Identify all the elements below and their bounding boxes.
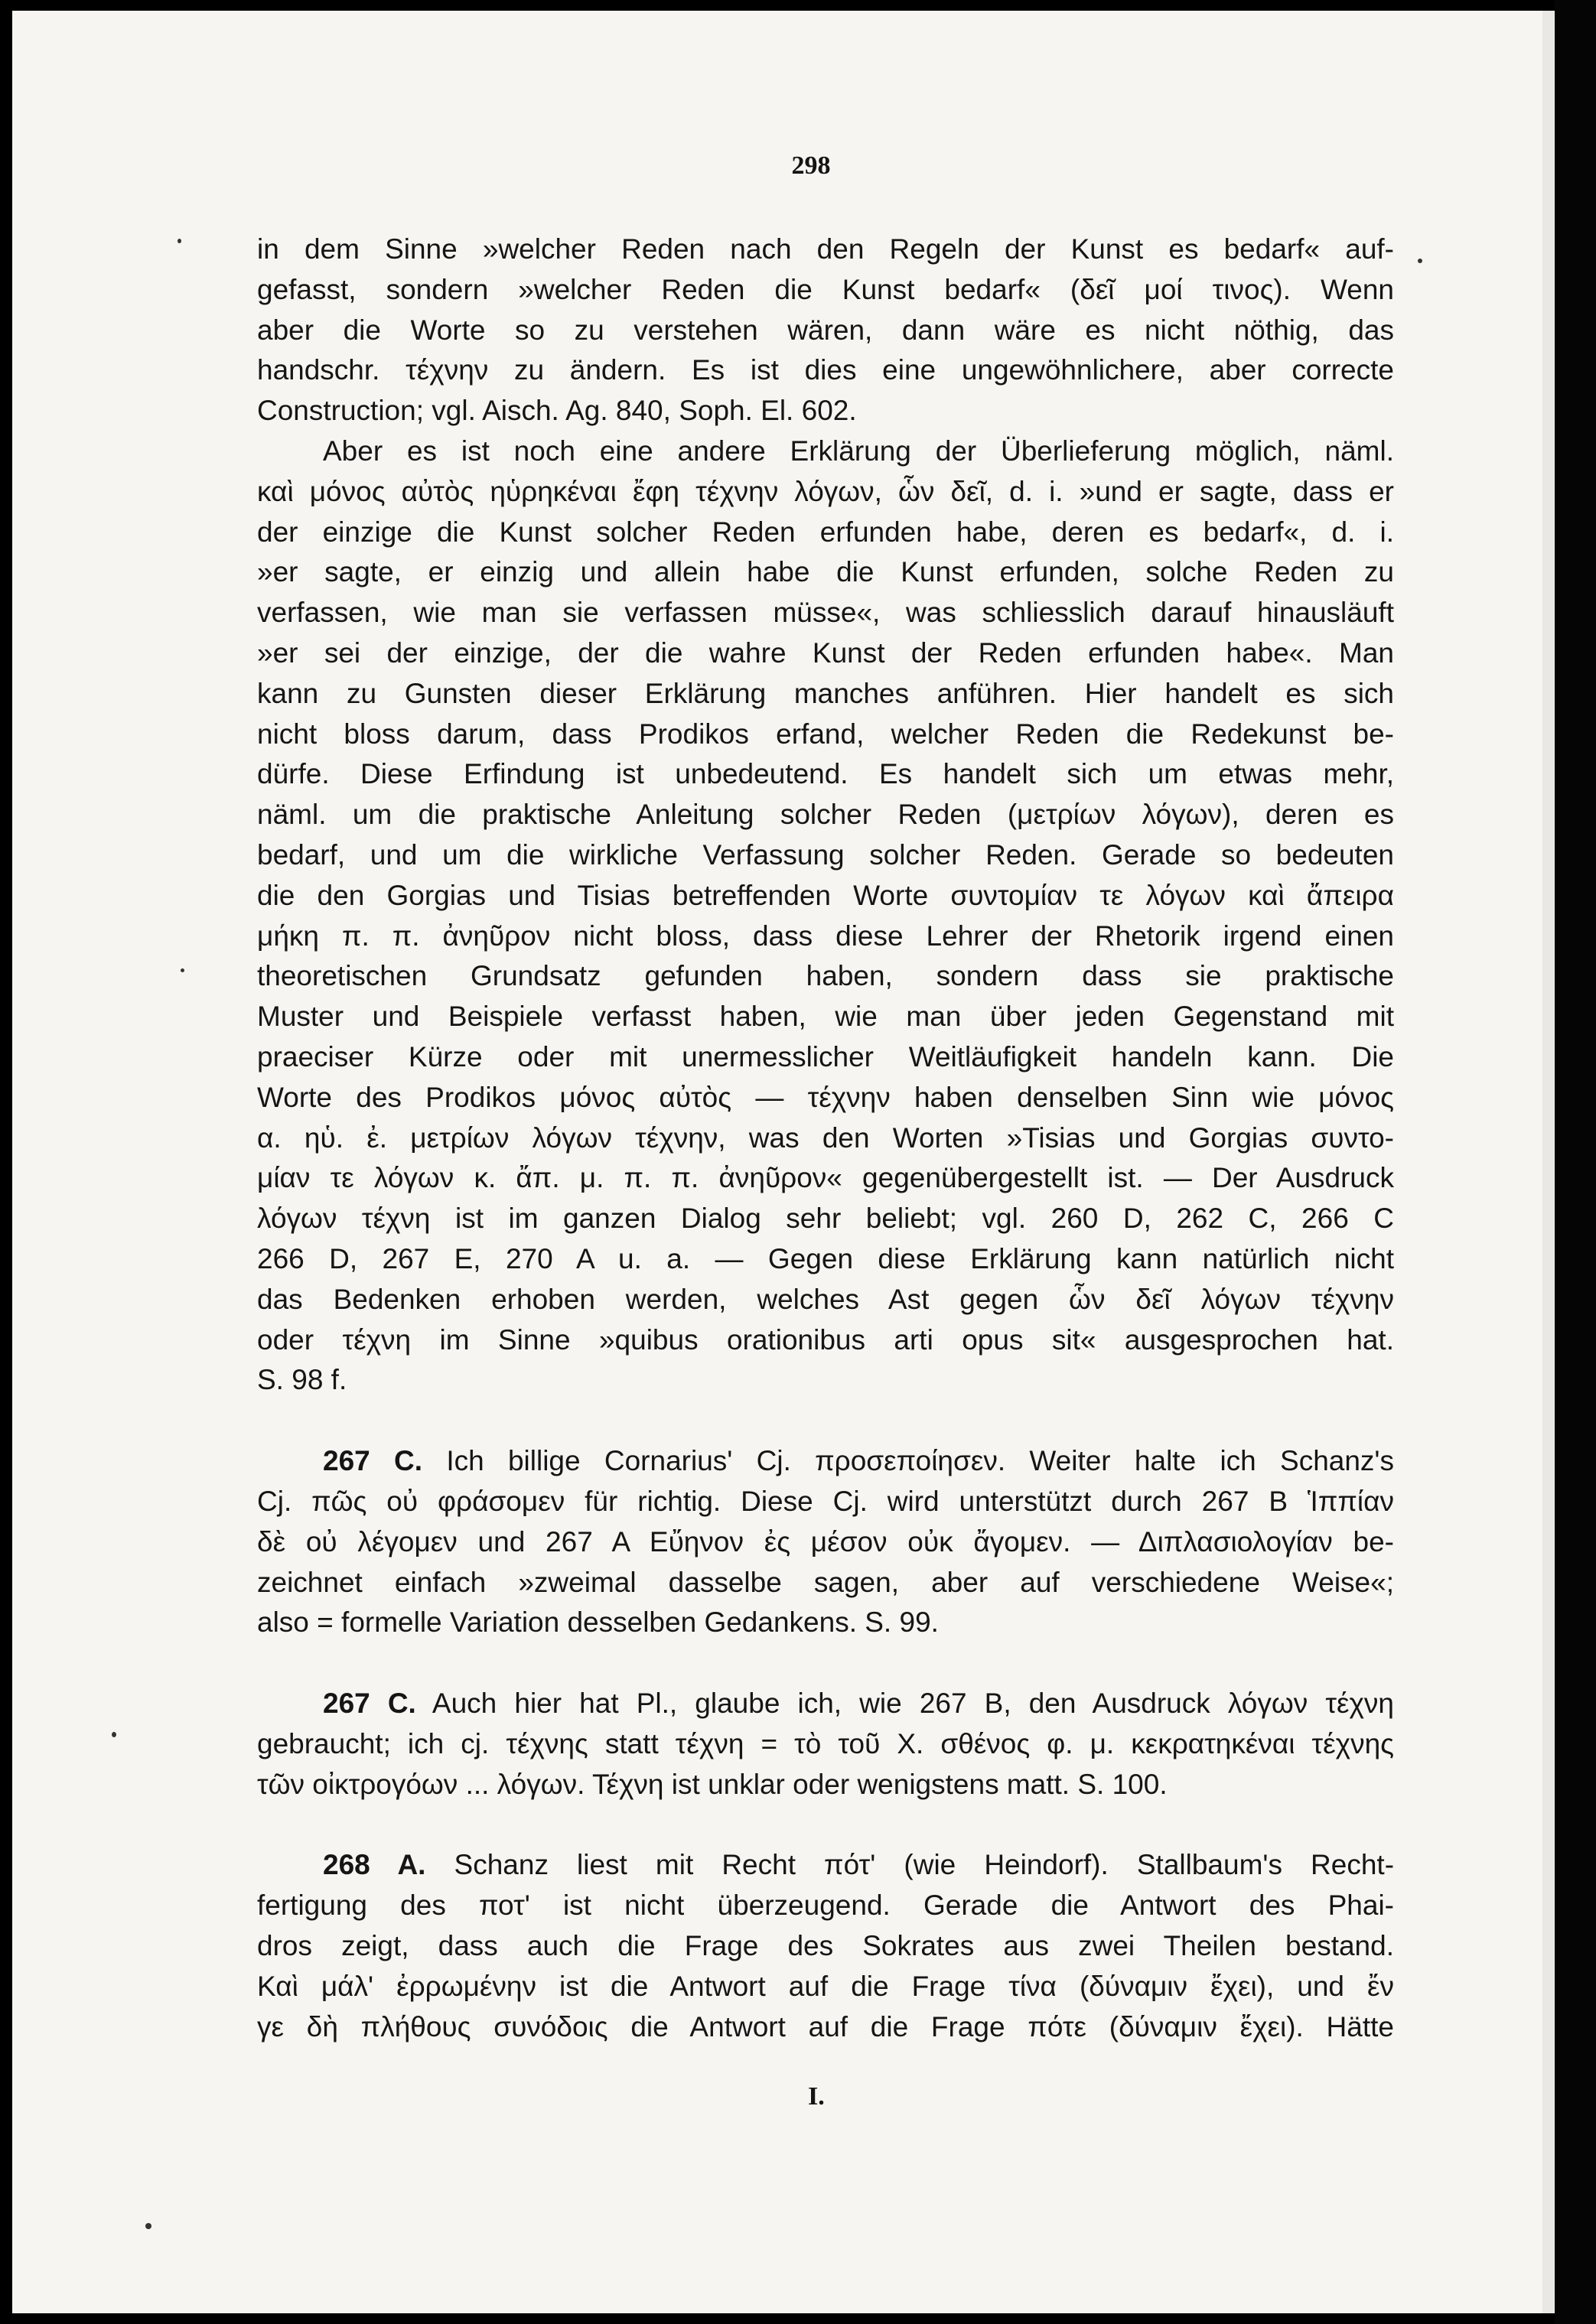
text-line: S. 98 f. xyxy=(257,1364,347,1396)
section-ref: 267 C. xyxy=(323,1445,423,1477)
text-line: das Bedenken erhoben werden, welches Ast gegen ὧν δεῖ λόγων τέχνην xyxy=(257,1283,1394,1315)
scan-border xyxy=(1555,0,1596,2324)
text-line: zeichnet einfach »zweimal dasselbe sagen, aber auf verschiedene Weise«; xyxy=(257,1566,1394,1598)
text-line: καὶ μόνος αὐτὸς ηὑρηκέναι ἔφη τέχνην λόγων, ὧν δεῖ, d. i. »und er sagte, dass er xyxy=(257,475,1394,507)
text-line: μήκη π. π. ἀνηῦρον nicht bloss, dass diese Lehrer der Rhetorik irgend einen xyxy=(257,920,1394,952)
text-line: »er sei der einzige, der die wahre Kunst der Reden erfunden habe«. Man xyxy=(257,636,1394,669)
text-line: handschr. τέχνην zu ändern. Es ist dies eine ungewöhnlichere, aber correcte xyxy=(257,354,1394,386)
text-line: 266 D, 267 E, 270 A u. a. — Gegen diese Erklärung kann natürlich nicht xyxy=(257,1242,1394,1274)
text-line: verfassen, wie man sie verfassen müsse«, was schliesslich darauf hinausläuft xyxy=(257,597,1394,629)
text-line: dürfe. Diese Erfindung ist unbedeutend. Es handelt sich um etwas mehr, xyxy=(257,758,1394,790)
text-line: δὲ οὐ λέγομεν und 267 A Εὔηνον ἐς μέσον οὐκ ἄγομεν. — Διπλασιολογίαν be- xyxy=(257,1525,1394,1557)
scan-speck xyxy=(112,1732,116,1737)
text-line: in dem Sinne »welcher Reden nach den Regeln der Kunst es bedarf« auf- xyxy=(257,233,1394,265)
paragraph-5 xyxy=(257,1845,1394,2047)
paragraph-gap xyxy=(257,1401,1394,1441)
text-line: die den Gorgias und Tisias betreffenden Worte συντομίαν τε λόγων καὶ ἄπειρα xyxy=(257,879,1394,911)
scan-speck xyxy=(181,968,184,972)
text-line: Καὶ μάλ' ἐρρωμένην ist die Antwort auf die Frage τίνα (δύναμιν ἔχει), und ἔν xyxy=(257,1970,1394,2002)
text-line-content: Auch hier hat Pl., glaube ich, wie 267 B, den Ausdruck λόγων τέχνη xyxy=(432,1688,1394,1720)
text-line xyxy=(257,1684,1394,1724)
paragraph-2 xyxy=(257,431,1394,1401)
text-line: oder τέχνη im Sinne »quibus orationibus arti opus sit« ausgesprochen hat. xyxy=(257,1323,1394,1356)
text-line: bedarf, und um die wirkliche Verfassung solcher Reden. Gerade so bedeuten xyxy=(257,838,1394,871)
printer-signature: I. xyxy=(808,2082,825,2111)
text-line: »er sagte, er einzig und allein habe die Kunst erfunden, solche Reden zu xyxy=(257,556,1394,588)
text-line: dros zeigt, dass auch die Frage des Sokrates aus zwei Theilen bestand. xyxy=(257,1930,1394,1962)
text-line: gebraucht; ich cj. τέχνης statt τέχνη = τὸ τοῦ Χ. σθένος φ. μ. κεκρατηκέναι τέχνης xyxy=(257,1727,1394,1759)
text-line: μίαν τε λόγων κ. ἄπ. μ. π. π. ἀνηῦρον« gegenübergestellt ist. — Der Ausdruck xyxy=(257,1162,1394,1194)
text-line: τῶν οἰκτρογόων ... λόγων. Τέχνη ist unklar oder wenigstens matt. S. 100. xyxy=(257,1768,1168,1800)
scan-speck xyxy=(1418,259,1422,263)
text-line: Muster und Beispiele verfasst haben, wie man über jeden Gegenstand mit xyxy=(257,1001,1394,1033)
text-line: Cj. πῶς οὐ φράσομεν für richtig. Diese Cj. wird unterstützt durch 267 B Ἱππίαν xyxy=(257,1485,1394,1517)
paragraph-3 xyxy=(257,1441,1394,1643)
text-line: Construction; vgl. Aisch. Ag. 840, Soph. El. 602. xyxy=(257,395,857,427)
paragraph-gap xyxy=(257,1805,1394,1845)
body-text xyxy=(257,229,1394,2047)
section-ref: 268 A. xyxy=(323,1849,426,1881)
text-line: näml. um die praktische Anleitung solcher Reden (μετρίων λόγων), deren es xyxy=(257,799,1394,831)
section-ref: 267 C. xyxy=(323,1688,416,1720)
text-line: γε δὴ πλήθους συνόδοις die Antwort auf die Frage πότε (δύναμιν ἔχει). Hätte xyxy=(257,2010,1394,2042)
text-line: nicht bloss darum, dass Prodikos erfand, welcher Reden die Redekunst be- xyxy=(257,718,1394,750)
text-line: praeciser Kürze oder mit unermesslicher Weitläufigkeit handeln kann. Die xyxy=(257,1040,1394,1072)
paragraph-gap xyxy=(257,1643,1394,1684)
text-line: aber die Worte so zu verstehen wären, dann wäre es nicht nöthig, das xyxy=(257,314,1394,346)
text-line: Aber es ist noch eine andere Erklärung der Überlieferung möglich, näml. xyxy=(323,435,1394,467)
page-edge xyxy=(1542,11,1555,2313)
scan-speck xyxy=(178,239,181,243)
paragraph-4 xyxy=(257,1684,1394,1805)
text-line xyxy=(257,1441,1394,1482)
text-line: λόγων τέχνη ist im ganzen Dialog sehr beliebt; vgl. 260 D, 262 C, 266 C xyxy=(257,1203,1394,1235)
text-line xyxy=(257,1845,1394,1886)
text-line: theoretischen Grundsatz gefunden haben, sondern dass sie praktische xyxy=(257,960,1394,992)
text-line-content: Schanz liest mit Recht πότ' (wie Heindorf). Stallbaum's Recht- xyxy=(454,1849,1394,1881)
text-line: fertigung des ποτ' ist nicht überzeugend. Gerade die Antwort des Phai- xyxy=(257,1889,1394,1922)
text-line-content: Ich billige Cornarius' Cj. προσεποίησεν. Weiter halte ich Schanz's xyxy=(446,1445,1394,1477)
text-line: also = formelle Variation desselben Gedankens. S. 99. xyxy=(257,1606,939,1639)
text-line: Worte des Prodikos μόνος αὐτὸς — τέχνην haben denselben Sinn wie μόνος xyxy=(257,1081,1394,1113)
text-line: der einzige die Kunst solcher Reden erfunden habe, deren es bedarf«, d. i. xyxy=(257,516,1394,548)
page-number: 298 xyxy=(791,151,831,180)
paragraph-1 xyxy=(257,229,1394,431)
text-line: α. ηὑ. ἐ. μετρίων λόγων τέχνην, was den Worten »Tisias und Gorgias συντο- xyxy=(257,1121,1394,1154)
scan-speck xyxy=(145,2223,151,2229)
text-line: kann zu Gunsten dieser Erklärung manches anführen. Hier handelt es sich xyxy=(257,677,1394,709)
text-line: gefasst, sondern »welcher Reden die Kunst bedarf« (δεῖ μοί τινος). Wenn xyxy=(257,273,1394,305)
